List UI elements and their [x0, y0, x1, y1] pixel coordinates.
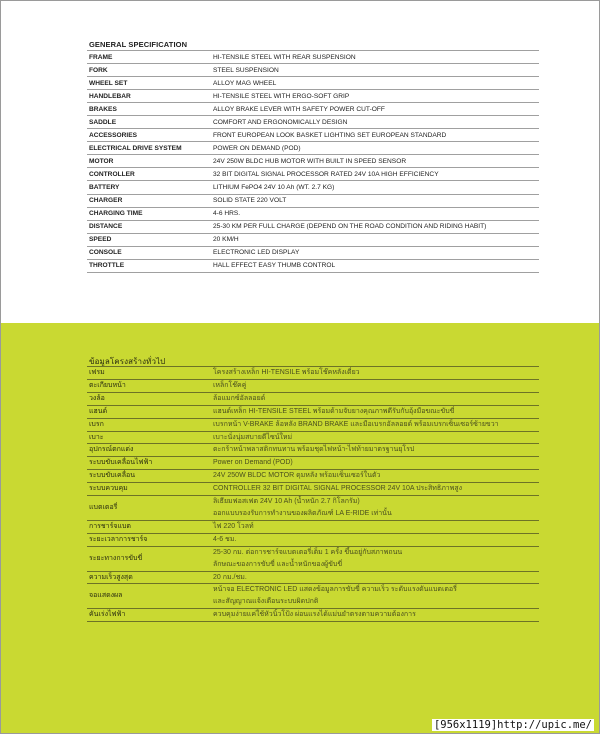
spec-value: HI-TENSILE STEEL WITH ERGO-SOFT GRIP [211, 90, 539, 103]
spec-value: 24V 250W BLDC HUB MOTOR WITH BUILT IN SPEED SENSOR [211, 155, 539, 168]
thai-spec-label: แฮนด์ [87, 405, 211, 418]
spec-row [87, 116, 539, 129]
thai-spec-value-line: 4-6 ชม. [213, 535, 237, 543]
thai-spec-row [87, 379, 539, 392]
thai-spec-label: ระยะเวลาการชาร์จ [87, 533, 211, 546]
thai-spec-value-line: ควบคุมง่ายแค่ใช้หัวนิ้วโป้ง ผ่อนแรงได้แม่นยำตรงตามความต้องการ [213, 611, 416, 619]
spec-row [87, 233, 539, 246]
thai-spec-value [211, 405, 539, 418]
thai-spec-value-line: ไฟ 220 โวลท์ [213, 522, 254, 530]
thai-spec-value-line: แฮนด์เหล็ก HI-TENSILE STEEL พร้อมด้ามจับยางคุณภาพดีรับกับอุ้งมือขณะขับขี่ [213, 407, 455, 415]
spec-row [87, 142, 539, 155]
spec-row [87, 77, 539, 90]
spec-value: LITHIUM FePO4 24V 10 Ah (WT. 2.7 KG) [211, 181, 539, 194]
thai-spec-row [87, 546, 539, 571]
spec-label: FRAME [87, 51, 211, 64]
spec-row [87, 194, 539, 207]
thai-section-title: ข้อมูลโครงสร้างทั่วไป [89, 357, 166, 366]
thai-spec-value-line: เหล็กโช๊คคู่ [213, 381, 247, 389]
thai-spec-value [211, 546, 539, 571]
thai-spec-value [211, 444, 539, 457]
spec-label: DISTANCE [87, 220, 211, 233]
thai-spec-value [211, 392, 539, 405]
spec-label: SPEED [87, 233, 211, 246]
spec-value: STEEL SUSPENSION [211, 64, 539, 77]
thai-spec-value-line: 24V 250W BLDC MOTOR ดุมหลัง พร้อมเซ็นเซอร์ในตัว [213, 472, 381, 480]
thai-spec-label: เบาะ [87, 431, 211, 444]
spec-value: FRONT EUROPEAN LOOK BASKET LIGHTING SET EUROPEAN STANDARD [211, 129, 539, 142]
thai-spec-row [87, 444, 539, 457]
thai-spec-row [87, 418, 539, 431]
thai-spec-row [87, 470, 539, 483]
thai-spec-value [211, 571, 539, 584]
spec-label: CONSOLE [87, 246, 211, 259]
thai-spec-value [211, 431, 539, 444]
watermark-text: [956x1119]http://upic.me/ [433, 719, 592, 731]
thai-spec-table [87, 366, 539, 622]
spec-label: CONTROLLER [87, 168, 211, 181]
thai-spec-value-line: เบาะนั่งนุ่มสบายดีไซน์ใหม่ [213, 433, 293, 441]
thai-spec-label: ตะเกียบหน้า [87, 379, 211, 392]
thai-spec-label: ระบบขับเคลื่อน [87, 470, 211, 483]
thai-spec-label: การชาร์จแบต [87, 520, 211, 533]
english-spec-table [87, 50, 539, 273]
thai-spec-value [211, 533, 539, 546]
spec-value: COMFORT AND ERGONOMICALLY DESIGN [211, 116, 539, 129]
thai-spec-value-line: โครงสร้างเหล็ก HI-TENSILE พร้อมโช๊คหลังเดี่ยว [213, 369, 360, 376]
thai-spec-row [87, 520, 539, 533]
spec-label: THROTTLE [87, 259, 211, 272]
thai-spec-row [87, 496, 539, 521]
spec-label: ELECTRICAL DRIVE SYSTEM [87, 142, 211, 155]
thai-spec-label: ระบบควบคุม [87, 483, 211, 496]
thai-spec-row [87, 431, 539, 444]
thai-spec-value [211, 584, 539, 609]
spec-value: SOLID STATE 220 VOLT [211, 194, 539, 207]
thai-spec-label: คันเร่งไฟฟ้า [87, 609, 211, 622]
spec-row [87, 246, 539, 259]
thai-spec-value-line: Power on Demand (POD) [213, 459, 293, 467]
spec-row [87, 90, 539, 103]
thai-spec-label: อุปกรณ์ตกแต่ง [87, 444, 211, 457]
spec-value: POWER ON DEMAND (POD) [211, 142, 539, 155]
thai-spec-row [87, 533, 539, 546]
spec-label: SADDLE [87, 116, 211, 129]
thai-spec-row [87, 392, 539, 405]
spec-label: WHEEL SET [87, 77, 211, 90]
spec-row [87, 220, 539, 233]
thai-spec-value [211, 418, 539, 431]
thai-spec-value-line: และสัญญาณแจ้งเตือนระบบผิดปกติ [213, 598, 319, 606]
spec-label: CHARGING TIME [87, 207, 211, 220]
thai-spec-value-line: หน้าจอ ELECTRONIC LED แสดงข้อมูลการขับขี่ ความเร็ว ระดับแรงดันแบตเตอรี่ [213, 586, 457, 594]
thai-spec-label: เบรก [87, 418, 211, 431]
thai-spec-row [87, 367, 539, 380]
thai-spec-label: ความเร็วสูงสุด [87, 571, 211, 584]
thai-spec-value [211, 470, 539, 483]
thai-spec-label: วงล้อ [87, 392, 211, 405]
spec-row [87, 207, 539, 220]
thai-spec-row [87, 609, 539, 622]
thai-spec-value-line: 25-30 กม. ต่อการชาร์จแบตเตอรี่เต็ม 1 ครั้ง ขึ้นอยู่กับสภาพถนน [213, 548, 403, 556]
thai-spec-row [87, 483, 539, 496]
thai-spec-value-line: ออกแบบรองรับการทำงานของผลิตภัณฑ์ LA E-RIDE เท่านั้น [213, 509, 392, 517]
thai-spec-value [211, 367, 539, 380]
thai-section [1, 323, 599, 733]
thai-spec-row [87, 584, 539, 609]
spec-value: 25-30 KM PER FULL CHARGE (DEPEND ON THE ROAD CONDITION AND RIDING HABIT) [211, 220, 539, 233]
thai-spec-value [211, 609, 539, 622]
spec-row [87, 51, 539, 64]
thai-spec-value-line: ล้อแมกซ์อัลลอยด์ [213, 394, 266, 402]
thai-spec-label: ระบบขับเคลื่อนไฟฟ้า [87, 457, 211, 470]
thai-spec-row [87, 457, 539, 470]
english-section [1, 1, 599, 323]
spec-value: 4-6 HRS. [211, 207, 539, 220]
thai-spec-row [87, 405, 539, 418]
thai-spec-value [211, 483, 539, 496]
spec-value: HALL EFFECT EASY THUMB CONTROL [211, 259, 539, 272]
spec-value: HI-TENSILE STEEL WITH REAR SUSPENSION [211, 51, 539, 64]
spec-row [87, 129, 539, 142]
thai-spec-value-line: ลักษณะของการขับขี่ และน้ำหนักของผู้ขับขี่ [213, 560, 343, 568]
spec-row [87, 181, 539, 194]
thai-spec-label: แบตเตอรี่ [87, 496, 211, 521]
thai-spec-label: ระยะทางการขับขี่ [87, 546, 211, 571]
spec-label: CHARGER [87, 194, 211, 207]
spec-row [87, 155, 539, 168]
spec-value: ELECTRONIC LED DISPLAY [211, 246, 539, 259]
thai-spec-label: เฟรม [87, 367, 211, 380]
thai-spec-value-line: CONTROLLER 32 BIT DIGITAL SIGNAL PROCESSOR 24V 10A ประสิทธิภาพสูง [213, 485, 463, 493]
spec-row [87, 64, 539, 77]
spec-value: 20 KM/H [211, 233, 539, 246]
thai-spec-row [87, 571, 539, 584]
thai-spec-label: จอแสดงผล [87, 584, 211, 609]
spec-row [87, 103, 539, 116]
spec-label: BRAKES [87, 103, 211, 116]
english-section-title: GENERAL SPECIFICATION [89, 40, 188, 49]
thai-spec-value-line: ตะกร้าหน้าพลาสติกทนทาน พร้อมชุดไฟหน้า-ไฟท้ายมาตรฐานยุโรป [213, 446, 415, 454]
spec-label: ACCESSORIES [87, 129, 211, 142]
spec-value: 32 BIT DIGITAL SIGNAL PROCESSOR RATED 24V 10A HIGH EFFICIENCY [211, 168, 539, 181]
spec-label: BATTERY [87, 181, 211, 194]
thai-spec-value [211, 520, 539, 533]
spec-label: HANDLEBAR [87, 90, 211, 103]
thai-spec-value-line: 20 กม./ชม. [213, 573, 247, 581]
thai-spec-value [211, 496, 539, 521]
thai-spec-value [211, 457, 539, 470]
thai-spec-value [211, 379, 539, 392]
spec-value: ALLOY BRAKE LEVER WITH SAFETY POWER CUT-OFF [211, 103, 539, 116]
spec-row [87, 168, 539, 181]
thai-spec-value-line: ลิเธียมฟอสเฟต 24V 10 Ah (น้ำหนัก 2.7 กิโลกรัม) [213, 498, 360, 506]
spec-label: FORK [87, 64, 211, 77]
spec-value: ALLOY MAG WHEEL [211, 77, 539, 90]
spec-row [87, 259, 539, 272]
thai-spec-value-line: เบรกหน้า V-BRAKE ล้อหลัง BRAND BRAKE และมือเบรกอัลลอยด์ พร้อมเบรกเซ็นเซอร์ซ้ายขวา [213, 420, 499, 428]
spec-label: MOTOR [87, 155, 211, 168]
